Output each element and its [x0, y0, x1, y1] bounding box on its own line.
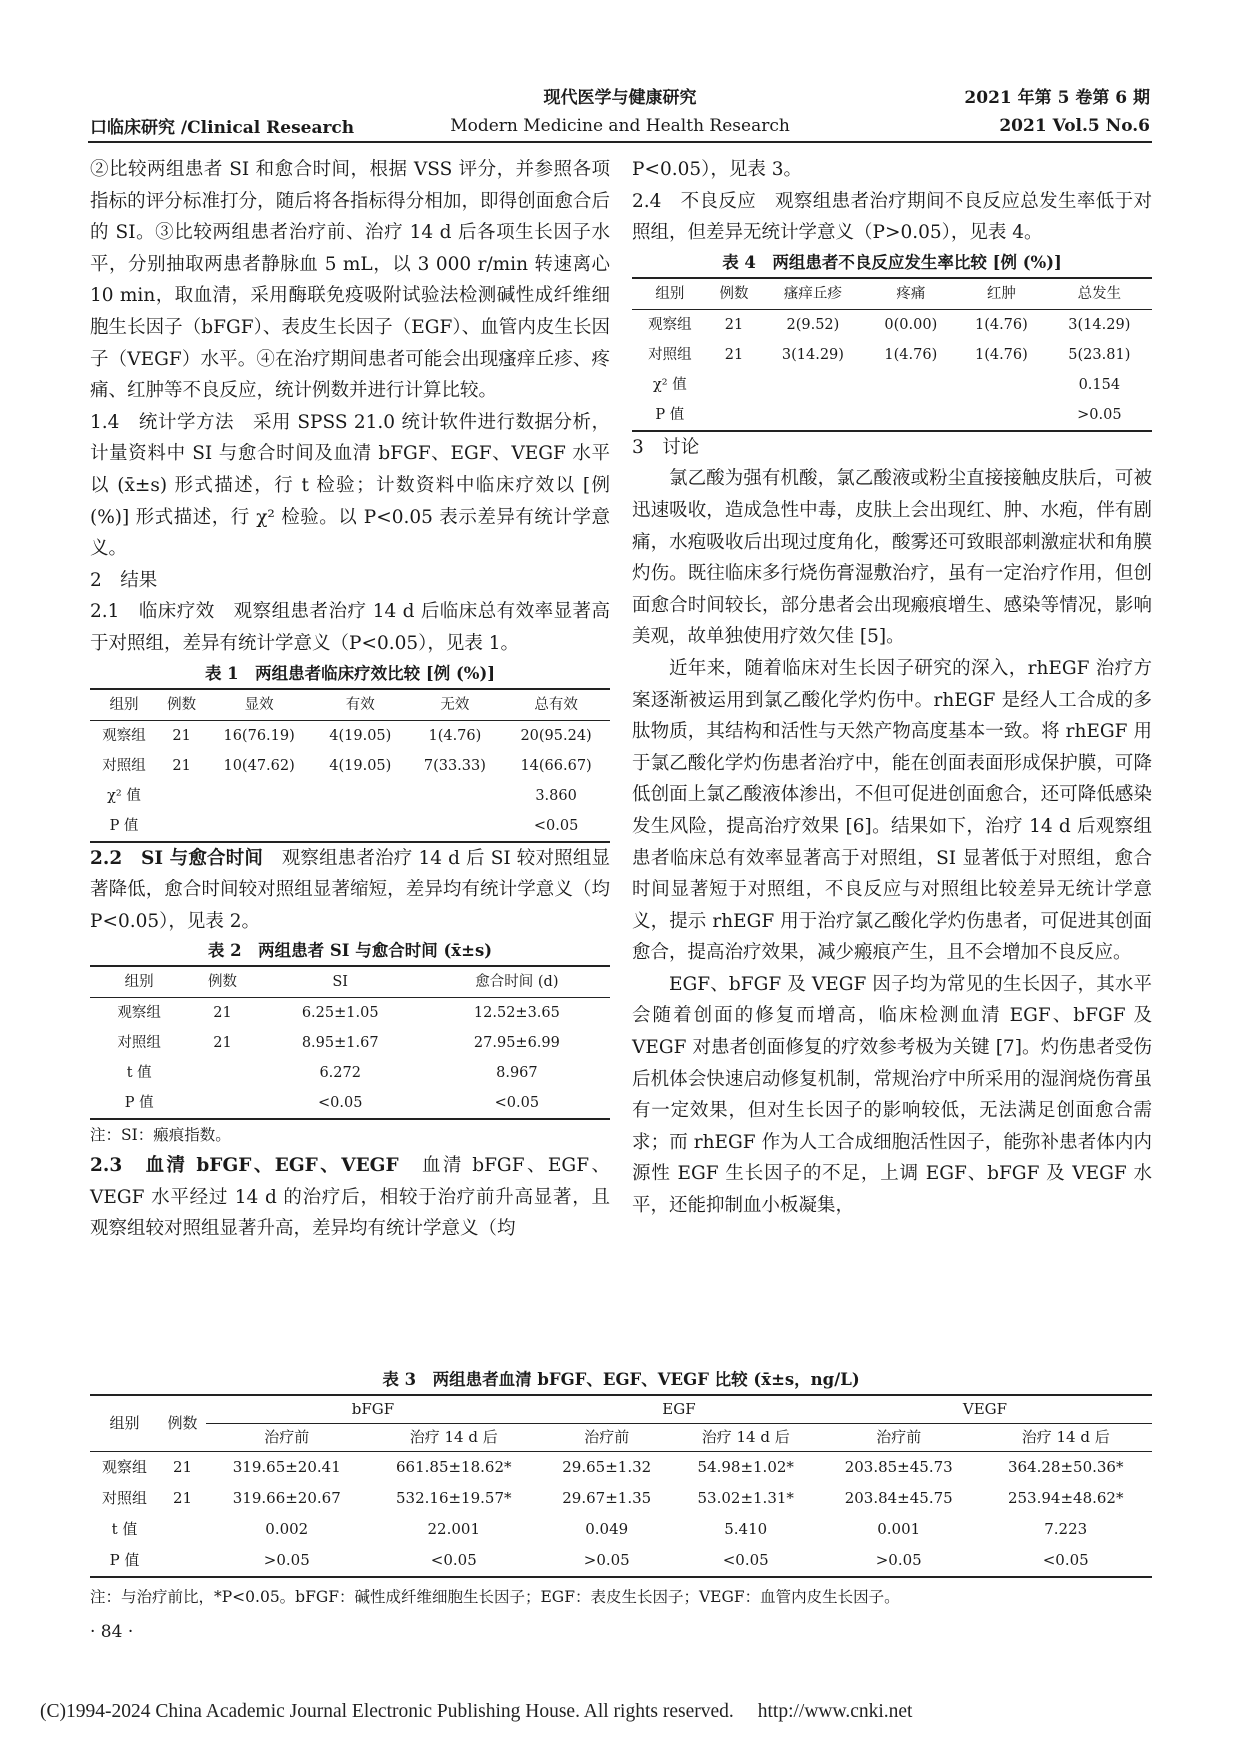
- table-header: bFGF: [206, 1395, 540, 1424]
- table-cell: 1(4.76): [884, 346, 938, 363]
- table-row: [90, 1058, 610, 1088]
- table-cell: 319.65±20.41: [232, 1458, 341, 1476]
- table-cell: 0.049: [585, 1520, 629, 1538]
- table-cell: 21: [172, 727, 191, 744]
- table-cell: 21: [172, 1458, 193, 1476]
- table-cell: [866, 400, 957, 431]
- table-cell: 203.84±45.75: [844, 1489, 953, 1507]
- table-header: VEGF: [818, 1395, 1152, 1424]
- table-cell: <0.05: [424, 1088, 610, 1119]
- table-cell: [956, 370, 1047, 400]
- table-header: 例数: [188, 966, 256, 998]
- table-row: [632, 400, 1152, 431]
- table-cell: [313, 781, 408, 811]
- table-header: 瘙痒丘疹: [760, 278, 865, 310]
- table-header: SI: [257, 966, 424, 998]
- table-cell: 对照组: [117, 1035, 161, 1052]
- body-1-4: 采用 SPSS 21.0 统计软件进行数据分析，计量资料中 SI 与愈合时间及血清 bFGF、EGF、VEGF 水平以 (x̄±s) 形式描述，行 t 检验；计数资料中临床疗效以 [例 (%)] 形式描述，行 χ² 检验。以 P<0.05 表示差异有统计学意义。: [90, 411, 610, 560]
- table-header: 例数: [708, 278, 761, 310]
- table-cell: 3.860: [535, 787, 577, 804]
- table-cell: [205, 781, 313, 811]
- table-cell: χ² 值: [652, 376, 687, 393]
- table-header: 治疗 14 d 后: [368, 1424, 541, 1452]
- table-4-grid: [632, 277, 1152, 432]
- table-cell: 319.66±20.67: [232, 1489, 341, 1507]
- table-cell: 21: [213, 1005, 232, 1022]
- table-cell: χ² 值: [107, 787, 141, 804]
- table-header: 例数: [158, 689, 205, 721]
- table-row: [90, 1088, 610, 1119]
- table-header: 组别: [90, 689, 158, 721]
- table-3-note: 注：与治疗前比，*P<0.05。bFGF：碱性成纤维细胞生长因子；EGF：表皮生长因子；VEGF：血管内皮生长因子。: [90, 1588, 900, 1606]
- paragraph-continued: P<0.05），见表 3。: [632, 159, 803, 180]
- table-row: [90, 811, 610, 842]
- table-cell: P 值: [90, 1545, 159, 1577]
- table-3: [90, 1366, 1152, 1612]
- table-header: 有效: [313, 689, 408, 721]
- table-row: [90, 1514, 1152, 1545]
- table-cell: 7(33.33): [423, 757, 486, 774]
- table-header: 组别: [90, 1395, 159, 1452]
- issue-en: 2021 Vol.5 No.6: [999, 116, 1150, 136]
- table-cell: 6.272: [319, 1065, 361, 1082]
- table-cell: 10(47.62): [223, 757, 295, 774]
- table-cell: P 值: [90, 811, 158, 842]
- table-2-grid: [90, 965, 610, 1120]
- body-2-3: 血清 bFGF、EGF、VEGF 水平经过 14 d 的治疗后，相较于治疗前升高显著，且观察组较对照组显著升高，差异均有统计学意义（均: [90, 1155, 610, 1240]
- table-cell: 8.967: [496, 1065, 538, 1082]
- table-row: [90, 1452, 1152, 1484]
- body-2-1: 观察组患者治疗 14 d 后临床总有效率显著高于对照组，差异有统计学意义（P<0.05），见表 1。: [90, 601, 610, 654]
- heading-2-4: 2.4 不良反应: [632, 190, 757, 212]
- section-2-1: [90, 596, 610, 659]
- table-row: [90, 1483, 1152, 1514]
- section-2-2: [90, 843, 610, 938]
- table-cell: 16(76.19): [223, 727, 295, 744]
- table-cell: 4(19.05): [329, 757, 392, 774]
- journal-title: [430, 84, 810, 140]
- table-cell: [708, 370, 761, 400]
- table-cell: 0.154: [1078, 376, 1121, 393]
- table-row: [632, 309, 1152, 340]
- table-cell: 0.001: [877, 1520, 921, 1538]
- table-header: 组别: [90, 966, 188, 998]
- table-header: 治疗 14 d 后: [979, 1424, 1152, 1452]
- heading-1-4: 1.4 统计学方法: [90, 411, 234, 433]
- table-cell: [760, 370, 865, 400]
- heading-2-1: 2.1 临床疗效: [90, 601, 215, 623]
- header-rule: [88, 141, 1152, 143]
- table-cell: 21: [172, 757, 191, 774]
- table-cell: 7.223: [1044, 1520, 1088, 1538]
- table-cell: 203.85±45.73: [844, 1458, 953, 1476]
- journal-title-en: Modern Medicine and Health Research: [450, 116, 790, 136]
- table-row: [90, 751, 610, 781]
- table-header: 例数: [159, 1395, 206, 1452]
- table-cell: 0(0.00): [884, 316, 938, 333]
- table-1: [90, 660, 610, 843]
- discussion-paragraph-1: 氯乙酸为强有机酸，氯乙酸液或粉尘直接接触皮肤后，可被迅速吸收，造成急性中毒，皮肤上会出现红、肿、水疱，伴有剧痛，水疱吸收后出现过度角化，酸雾还可致眼部刺激症状和角膜灼伤。既往临床多行烧伤膏湿敷治疗，虽有一定治疗作用，但创面愈合时间较长，部分患者会出现瘢痕增生、感染等情况，影响美观，故单独使用疗效欠佳 [5]。: [632, 468, 1152, 648]
- table-cell: 22.001: [427, 1520, 480, 1538]
- table-cell: 29.65±1.32: [562, 1458, 652, 1476]
- discussion-paragraph-2: 近年来，随着临床对生长因子研究的深入，rhEGF 治疗方案逐渐被运用到氯乙酸化学灼伤中。rhEGF 是经人工合成的多肽物质，其结构和活性与天然产物高度基本一致。将 rhEGF 用于氯乙酸化学灼伤患者治疗中，能在创面表面形成保护膜，可降低创面上氯乙酸液体渗出，不但可促进创面愈合，还可降低感染发生风险，提高治疗效果 [6]。结果如下，治疗 14 d 后观察组患者临床总有效率显著高于对照组，SI 显著低于对照组，愈合时间显著短于对照组，不良反应与对照组比较差异无统计学意义，提示 rhEGF 用于治疗氯乙酸化学灼伤患者，可促进其创面愈合，提高治疗效果，减少瘢痕产生，且不会增加不良反应。: [632, 657, 1152, 964]
- table-header: 治疗 14 d 后: [673, 1424, 817, 1452]
- section-1-4: [90, 407, 610, 565]
- table-header: 治疗前: [206, 1424, 367, 1452]
- table-cell: [158, 811, 205, 842]
- table-cell: 观察组: [117, 1005, 161, 1022]
- table-cell: 253.94±48.62*: [1007, 1489, 1124, 1507]
- heading-discussion: 3 讨论: [632, 436, 700, 458]
- table-cell: >0.05: [1047, 400, 1152, 431]
- copyright-footer: [40, 1701, 912, 1723]
- journal-title-cn: 现代医学与健康研究: [543, 88, 697, 108]
- table-cell: [313, 811, 408, 842]
- table-cell: [708, 400, 761, 431]
- table-cell: [408, 811, 503, 842]
- table-2: [90, 937, 610, 1150]
- table-cell: 8.95±1.67: [301, 1035, 379, 1052]
- table-cell: 1(4.76): [428, 727, 482, 744]
- paragraph-methods: ②比较两组患者 SI 和愈合时间，根据 VSS 评分，并参照各项指标的评分标准打分，随后将各指标得分相加，即得创面愈合后的 SI。③比较两组患者治疗前、治疗 14 d 后各项生长因子水平，分别抽取两患者静脉血 5 mL，以 3 000 r/min 转速离心 10 min，取血清，采用酶联免疫吸附试验法检测碱性成纤维细胞生长因子（bFGF）、表皮生长因子（EGF）、血管内皮生长因子（VEGF）水平。④在治疗期间患者可能会出现瘙痒丘疹、疼痛、红肿等不良反应，统计例数并进行计算比较。: [90, 159, 610, 402]
- table-3-caption: 表 3 两组患者血清 bFGF、EGF、VEGF 比较 (x̄±s，ng/L): [382, 1370, 860, 1389]
- table-header: 组别: [632, 278, 708, 310]
- table-cell: 27.95±6.99: [473, 1035, 560, 1052]
- table-cell: P 值: [90, 1088, 188, 1119]
- table-header: 总有效: [502, 689, 610, 721]
- table-cell: 364.28±50.36*: [1007, 1458, 1124, 1476]
- right-column: [632, 154, 1152, 1222]
- table-cell: 21: [724, 346, 744, 363]
- table-cell: 观察组: [102, 727, 146, 744]
- left-column: [90, 154, 610, 1245]
- table-cell: t 值: [111, 1520, 138, 1538]
- table-header: 疼痛: [866, 278, 957, 310]
- table-1-caption: 表 1 两组患者临床疗效比较 [例 (%)]: [204, 663, 496, 683]
- table-cell: 53.02±1.31*: [697, 1489, 794, 1507]
- issue-cn: 2021 年第 5 卷第 6 期: [964, 88, 1150, 108]
- table-row: [632, 370, 1152, 400]
- table-cell: 5.410: [724, 1520, 768, 1538]
- table-cell: 2(9.52): [786, 316, 840, 333]
- table-cell: [205, 811, 313, 842]
- table-cell: 21: [213, 1035, 232, 1052]
- body-2-2: 观察组患者治疗 14 d 后 SI 较对照组显著降低，愈合时间较对照组显著缩短，差异均有统计学意义（均 P<0.05），见表 2。: [90, 847, 611, 932]
- table-header: 总发生: [1047, 278, 1152, 310]
- heading-2-3: 2.3 血清 bFGF、EGF、VEGF: [90, 1155, 399, 1177]
- table-cell: <0.05: [368, 1545, 541, 1577]
- table-3-grid: [90, 1394, 1152, 1578]
- table-header: 显效: [205, 689, 313, 721]
- table-cell: 20(95.24): [520, 727, 592, 744]
- table-cell: [760, 400, 865, 431]
- table-header: 红肿: [956, 278, 1047, 310]
- table-cell: 54.98±1.02*: [697, 1458, 794, 1476]
- table-cell: <0.05: [673, 1545, 817, 1577]
- table-row: [632, 340, 1152, 370]
- page-number: · 84 ·: [90, 1622, 134, 1642]
- section-label: 口临床研究 /Clinical Research: [90, 118, 355, 138]
- table-cell: 对照组: [102, 1489, 148, 1507]
- table-cell: [956, 400, 1047, 431]
- copyright-text: (C)1994-2024 China Academic Journal Electronic Publishing House. All rights reserved.: [40, 1701, 734, 1722]
- table-cell: 12.52±3.65: [473, 1005, 560, 1022]
- table-cell: 3(14.29): [781, 346, 844, 363]
- table-cell: 21: [172, 1489, 193, 1507]
- table-cell: 对照组: [648, 346, 692, 363]
- table-cell: 观察组: [648, 316, 692, 333]
- table-cell: 6.25±1.05: [301, 1005, 379, 1022]
- table-header: 治疗前: [540, 1424, 673, 1452]
- table-cell: 21: [724, 316, 744, 333]
- table-cell: 1(4.76): [974, 346, 1028, 363]
- table-cell: 0.002: [265, 1520, 309, 1538]
- table-cell: [408, 781, 503, 811]
- issue-info: [964, 84, 1150, 140]
- table-cell: [159, 1514, 206, 1545]
- table-cell: [188, 1058, 256, 1088]
- table-2-note: 注：SI：瘢痕指数。: [90, 1126, 231, 1145]
- table-cell: <0.05: [502, 811, 610, 842]
- table-cell: [159, 1545, 206, 1577]
- table-4-caption: 表 4 两组患者不良反应发生率比较 [例 (%)]: [722, 252, 1062, 272]
- table-cell: [866, 370, 957, 400]
- table-cell: P 值: [632, 400, 708, 431]
- table-1-grid: [90, 688, 610, 843]
- table-cell: >0.05: [818, 1545, 979, 1577]
- table-cell: [188, 1088, 256, 1119]
- table-cell: 532.16±19.57*: [396, 1489, 512, 1507]
- table-cell: 14(66.67): [520, 757, 592, 774]
- table-row: [90, 998, 610, 1029]
- table-row: [90, 781, 610, 811]
- heading-results: 2 结果: [90, 569, 158, 591]
- table-header: EGF: [540, 1395, 818, 1424]
- table-cell: t 值: [126, 1065, 152, 1082]
- table-cell: 观察组: [102, 1458, 148, 1476]
- table-row: [90, 720, 610, 751]
- table-cell: 4(19.05): [329, 727, 392, 744]
- body-2-4: 观察组患者治疗期间不良反应总发生率低于对照组，但差异无统计学意义（P>0.05），见表 4。: [632, 190, 1152, 244]
- section-2-3: [90, 1150, 610, 1245]
- table-header: 无效: [408, 689, 503, 721]
- footer-url[interactable]: http://www.cnki.net: [757, 1701, 913, 1722]
- table-cell: >0.05: [540, 1545, 673, 1577]
- table-cell: >0.05: [206, 1545, 367, 1577]
- table-4: [632, 249, 1152, 432]
- table-cell: [158, 781, 205, 811]
- heading-2-2: 2.2 SI 与愈合时间: [90, 847, 264, 869]
- table-cell: 5(23.81): [1068, 346, 1131, 363]
- section-2-4: [632, 186, 1152, 249]
- table-cell: 29.67±1.35: [562, 1489, 652, 1507]
- table-2-caption: 表 2 两组患者 SI 与愈合时间 (x̄±s): [207, 941, 493, 961]
- table-header: 治疗前: [818, 1424, 979, 1452]
- table-header: 愈合时间 (d): [424, 966, 610, 998]
- table-cell: <0.05: [979, 1545, 1152, 1577]
- table-row: [90, 1028, 610, 1058]
- discussion-paragraph-3: EGF、bFGF 及 VEGF 因子均为常见的生长因子，其水平会随着创面的修复而增高，临床检测血清 EGF、bFGF 及 VEGF 对患者创面修复的疗效参考极为关键 [7]。灼伤患者受伤后机体会快速启动修复机制，常规治疗中所采用的湿润烧伤膏虽有一定效果，但对生长因子的影响较低，无法满足创面愈合需求；而 rhEGF 作为人工合成细胞活性因子，能弥补患者体内内源性 EGF 生长因子的不足，上调 EGF、bFGF 及 VEGF 水平，还能抑制血小板凝集，: [632, 973, 1152, 1217]
- table-cell: 3(14.29): [1068, 316, 1131, 333]
- table-cell: <0.05: [257, 1088, 424, 1119]
- table-cell: 661.85±18.62*: [396, 1458, 512, 1476]
- table-cell: 1(4.76): [974, 316, 1028, 333]
- table-cell: 对照组: [102, 757, 146, 774]
- table-row: [90, 1545, 1152, 1577]
